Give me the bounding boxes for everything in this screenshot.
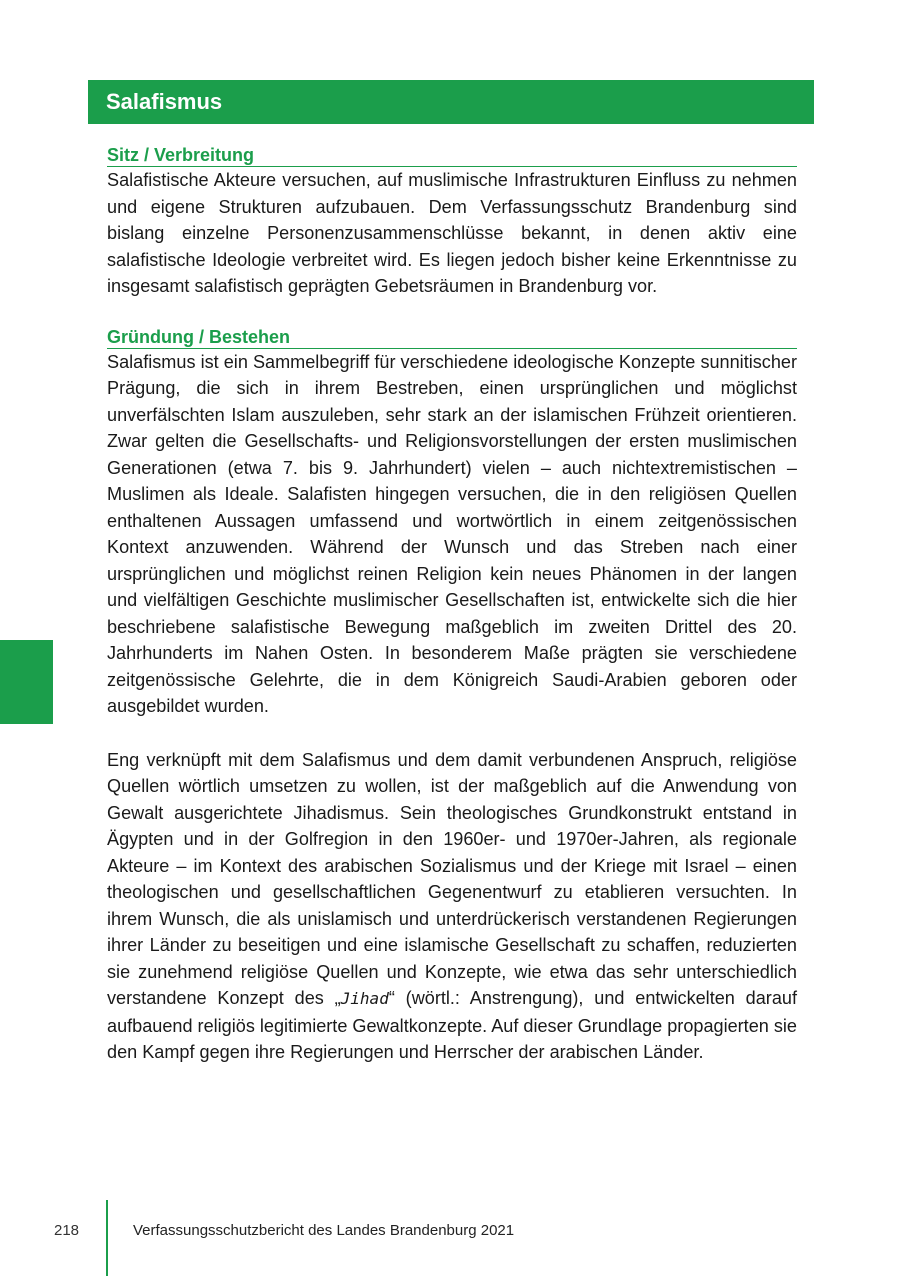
- page-number: 218: [54, 1222, 80, 1239]
- body-paragraph: Salafistische Akteure versuchen, auf muslimische Infrastrukturen Einfluss zu nehmen und eigene Strukturen aufzubauen. Dem Verfassungsschutz Brandenburg sind bislang einzelne Personenzusammenschlüsse bekannt, in denen aktiv eine salafistische Ideologie verbreitet wird. Es liegen jedoch bisher keine Erkenntnisse zu insgesamt salafistisch geprägten Gebetsräumen in Brandenburg vor.: [107, 170, 797, 296]
- chapter-title-bar: [88, 80, 814, 124]
- paragraph-text: “ (wörtl.: Anstrengung), und entwickelten darauf aufbauend religiös legitimierte Gewaltkonzepte. Auf dieser Grundlage propagierten sie den Kampf gegen ihre Regierungen und Herrscher der arabischen Länder.: [107, 988, 797, 1062]
- term-jihad: Jihad: [340, 989, 389, 1008]
- running-title: Verfassungsschutzbericht des Landes Brandenburg 2021: [133, 1222, 515, 1239]
- chapter-side-tab: [0, 640, 53, 724]
- body-paragraph-jihadism: [107, 747, 797, 1066]
- spacer: [107, 300, 797, 326]
- body-paragraph: Salafismus ist ein Sammelbegriff für verschiedene ideologische Konzepte sunnitischer Prägung, die sich in ihrem Bestreben, einen ursprünglichen und möglichst unverfälschten Islam auszuleben, sehr stark an der islamischen Frühzeit orientieren. Zwar gelten die Gesellschafts- und Religionsvorstellungen der ersten muslimischen Generationen (etwa 7. bis 9. Jahrhundert) vielen – auch nichtextremistischen – Muslimen als Ideale. Salafisten hingegen versuchen, die in den religiösen Quellen enthaltenen Aussagen umfassend und wortwörtlich in einem zeitgenössischen Kontext anzuwenden. Während der Wunsch und das Streben nach einer ursprünglichen und möglichst reinen Religion kein neues Phänomen in der langen und vielfältigen Geschichte muslimischer Gesellschaften ist, entwickelte sich die hier beschriebene salafistische Bewegung maßgeblich im zweiten Drittel des 20. Jahrhunderts im Nahen Osten. In besonderem Maße prägten sie verschiedene zeitgenössische Gelehrte, die in dem Königreich Saudi-Arabien geboren oder ausgebildet wurden.: [107, 351, 797, 716]
- page-title: Salafismus: [106, 89, 223, 114]
- paragraph-text: Eng verknüpft mit dem Salafismus und dem damit verbundenen Anspruch, religiöse Quellen wörtlich umsetzen zu wollen, ist der maßgeblich auf die Anwendung von Gewalt ausgerichtete Jihadismus. Sein theologisches Grundkonstrukt entstand in Ägypten und in der Golfregion in den 1960er- und 1970er-Jahren, als regionale Akteure – im Kontext des arabischen Sozialismus und der Kriege mit Israel – einen theologischen und gesellschaftlichen Gegenentwurf zu etablieren versuchten. In ihrem Wunsch, die als unislamisch und unterdrückerisch verstandenen Regierungen ihrer Länder zu beseitigen und eine islamische Gesellschaft zu schaffen, reduzierten sie zunehmend religiöse Quellen und Konzepte, wie etwa das sehr unterschiedlich verstandene Konzept des „: [107, 749, 797, 1008]
- page-footer: [0, 1196, 900, 1276]
- spacer: [107, 720, 797, 747]
- section-heading-sitz-verbreitung: Sitz / Verbreitung: [107, 144, 797, 167]
- section-heading-gruendung-bestehen: Gründung / Bestehen: [107, 326, 797, 349]
- footer-divider: [106, 1200, 108, 1276]
- main-content: [107, 144, 797, 1066]
